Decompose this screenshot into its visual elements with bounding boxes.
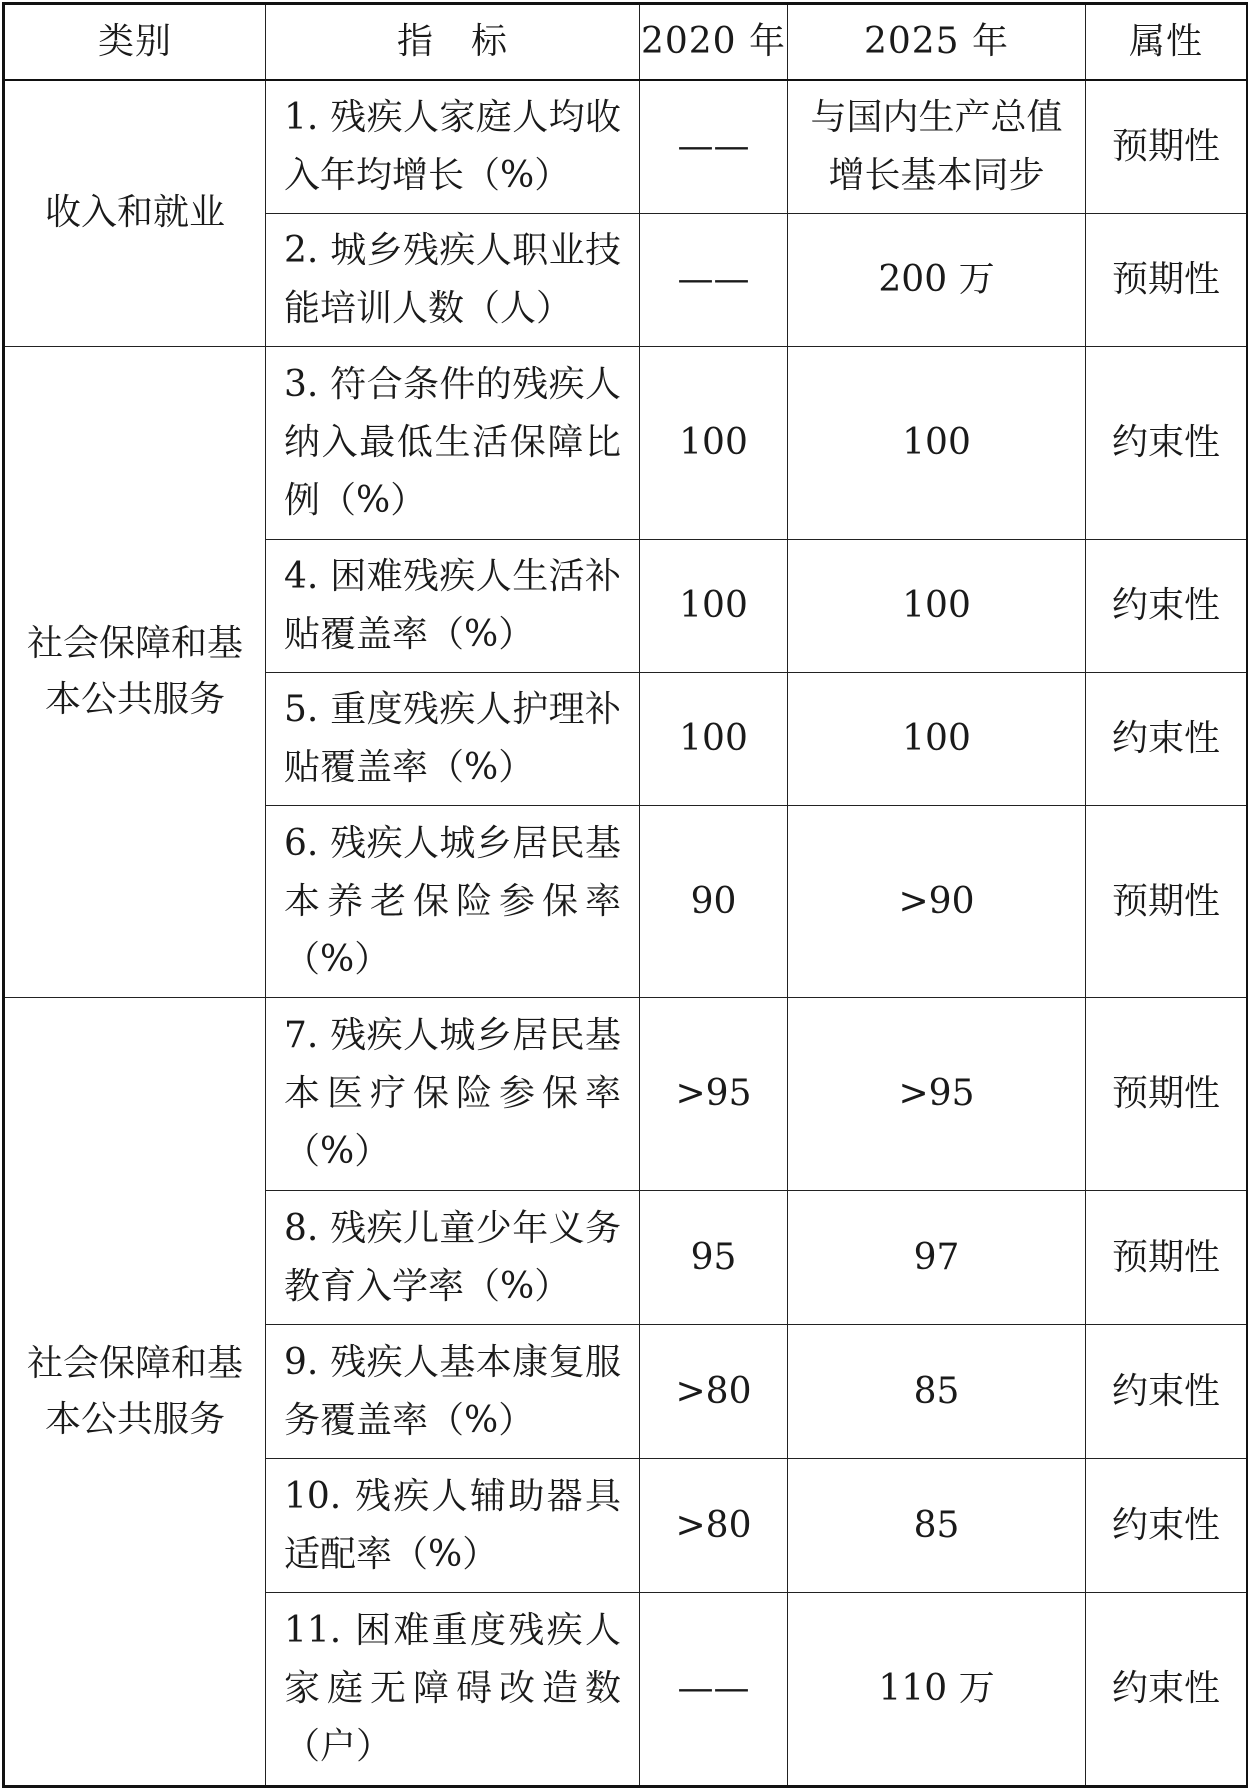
header-indicator: 指 标 xyxy=(266,4,640,81)
indicator-cell: 9. 残疾人基本康复服务覆盖率（%） xyxy=(266,1325,640,1459)
attribute-cell: 约束性 xyxy=(1086,1459,1248,1593)
value-2025-cell: 100 xyxy=(788,346,1086,539)
attribute-cell: 预期性 xyxy=(1086,213,1248,346)
value-2020-cell: —— xyxy=(640,1593,788,1787)
value-2020-cell: 95 xyxy=(640,1191,788,1325)
value-2025-cell: 100 xyxy=(788,672,1086,805)
table-row xyxy=(4,80,1248,213)
attribute-cell: 预期性 xyxy=(1086,80,1248,213)
value-2020-cell: >80 xyxy=(640,1325,788,1459)
indicator-cell: 2. 城乡残疾人职业技能培训人数（人） xyxy=(266,213,640,346)
category-cell: 收入和就业 xyxy=(4,80,266,346)
attribute-cell: 预期性 xyxy=(1086,1191,1248,1325)
table-header xyxy=(4,4,1248,81)
value-2020-cell: 100 xyxy=(640,539,788,672)
value-2020-cell: 100 xyxy=(640,672,788,805)
indicator-cell: 7. 残疾人城乡居民基本医疗保险参保率（%） xyxy=(266,998,640,1191)
value-2025-cell: 85 xyxy=(788,1459,1086,1593)
value-2020-cell: 100 xyxy=(640,346,788,539)
indicator-cell: 11. 困难重度残疾人家庭无障碍改造数（户） xyxy=(266,1593,640,1787)
attribute-cell: 预期性 xyxy=(1086,998,1248,1191)
indicator-cell: 1. 残疾人家庭人均收入年均增长（%） xyxy=(266,80,640,213)
value-2020-cell: 90 xyxy=(640,805,788,998)
indicator-cell: 10. 残疾人辅助器具适配率（%） xyxy=(266,1459,640,1593)
value-2025-cell: 200 万 xyxy=(788,213,1086,346)
indicator-cell: 8. 残疾儿童少年义务教育入学率（%） xyxy=(266,1191,640,1325)
value-2020-cell: —— xyxy=(640,80,788,213)
header-attribute: 属性 xyxy=(1086,4,1248,81)
value-2020-cell: >80 xyxy=(640,1459,788,1593)
header-2025: 2025 年 xyxy=(788,4,1086,81)
table-row xyxy=(4,998,1248,1191)
attribute-cell: 约束性 xyxy=(1086,672,1248,805)
value-2025-cell: 110 万 xyxy=(788,1593,1086,1787)
value-2025-cell: >95 xyxy=(788,998,1086,1191)
header-row xyxy=(4,4,1248,81)
header-2020: 2020 年 xyxy=(640,4,788,81)
indicator-table xyxy=(2,2,1248,1788)
table-row xyxy=(4,346,1248,539)
category-cell: 社会保障和基本公共服务 xyxy=(4,346,266,997)
attribute-cell: 约束性 xyxy=(1086,1593,1248,1787)
value-2020-cell: >95 xyxy=(640,998,788,1191)
indicator-cell: 4. 困难残疾人生活补贴覆盖率（%） xyxy=(266,539,640,672)
attribute-cell: 预期性 xyxy=(1086,805,1248,998)
indicator-cell: 5. 重度残疾人护理补贴覆盖率（%） xyxy=(266,672,640,805)
value-2025-cell: 85 xyxy=(788,1325,1086,1459)
value-2025-cell: 100 xyxy=(788,539,1086,672)
attribute-cell: 约束性 xyxy=(1086,539,1248,672)
attribute-cell: 约束性 xyxy=(1086,346,1248,539)
header-category: 类别 xyxy=(4,4,266,81)
indicator-cell: 3. 符合条件的残疾人纳入最低生活保障比例（%） xyxy=(266,346,640,539)
table-body xyxy=(4,80,1248,1787)
attribute-cell: 约束性 xyxy=(1086,1325,1248,1459)
category-cell: 社会保障和基本公共服务 xyxy=(4,998,266,1787)
value-2025-cell: 97 xyxy=(788,1191,1086,1325)
value-2025-cell: 与国内生产总值增长基本同步 xyxy=(788,80,1086,213)
value-2020-cell: —— xyxy=(640,213,788,346)
value-2025-cell: >90 xyxy=(788,805,1086,998)
indicator-cell: 6. 残疾人城乡居民基本养老保险参保率（%） xyxy=(266,805,640,998)
